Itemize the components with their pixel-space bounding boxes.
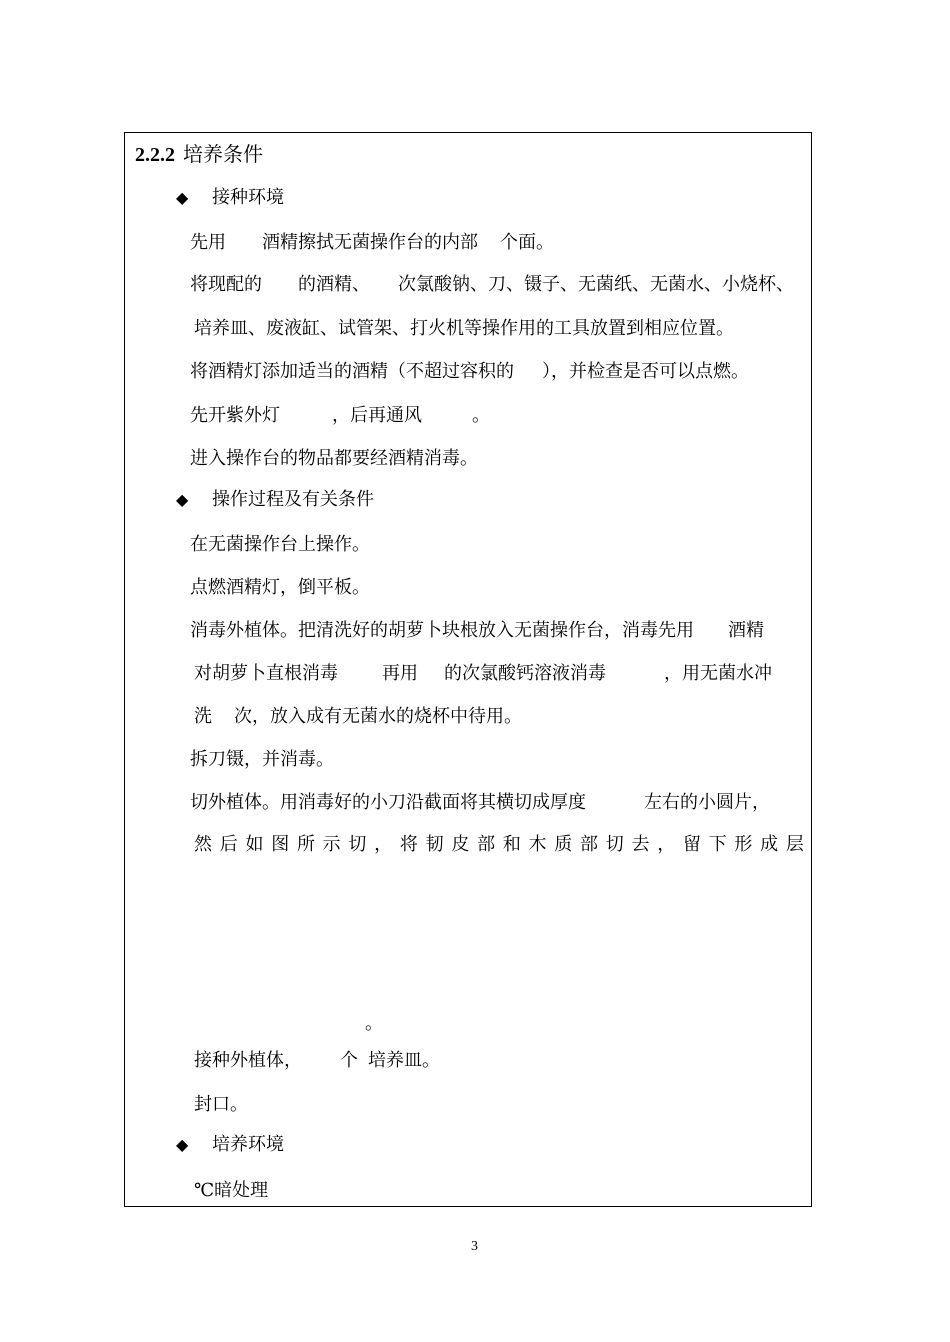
section-heading (135, 143, 263, 166)
line-operation-11: 封口。 (194, 1094, 248, 1115)
line-operation-5: 洗 次，放入成有无菌水的烧杯中待用。 (194, 706, 522, 727)
line-operation-3: 消毒外植体。把清洗好的胡萝卜块根放入无菌操作台，消毒先用 酒精 (190, 620, 764, 641)
bullet-operation-process (176, 489, 374, 511)
line-operation-1: 在无菌操作台上操作。 (190, 534, 370, 555)
line-inoculation-4: 将酒精灯添加适当的酒精（不超过容积的 ），并检查是否可以点燃。 (190, 361, 749, 382)
line-operation-9: 。 (365, 1013, 383, 1034)
culture-environment-title: 培养环境 (212, 1134, 284, 1155)
line-inoculation-6: 进入操作台的物品都要经酒精消毒。 (190, 448, 478, 469)
line-inoculation-3: 培养皿、废液缸、试管架、打火机等操作用的工具放置到相应位置。 (194, 318, 734, 339)
line-inoculation-5: 先开紫外灯 ，后再通风 。 (190, 405, 490, 426)
line-inoculation-1: 先用 酒精擦拭无菌操作台的内部 个面。 (190, 232, 554, 253)
line-operation-6: 拆刀镊，并消毒。 (190, 749, 334, 770)
line-operation-7: 切外植体。用消毒好的小刀沿截面将其横切成厚度 左右的小圆片， (190, 792, 770, 813)
line-inoculation-2: 将现配的 的酒精、 次氯酸钠、刀、镊子、无菌纸、无菌水、小烧杯、 (190, 274, 794, 295)
inoculation-environment-title: 接种环境 (212, 187, 284, 208)
line-culture-1: ℃暗处理 (194, 1180, 269, 1201)
section-number: 2.2.2 (135, 144, 175, 166)
diamond-bullet-icon: ◆ (176, 188, 189, 207)
section-title: 培养条件 (183, 142, 263, 166)
line-operation-8: 然 后 如 图 所 示 切 ， 将 韧 皮 部 和 木 质 部 切 去 ， 留 下 形 成 层 (194, 834, 804, 855)
bullet-inoculation-environment (176, 187, 284, 209)
line-operation-10: 接种外植体， 个 培养皿。 (194, 1050, 440, 1071)
operation-process-title: 操作过程及有关条件 (212, 489, 374, 510)
line-operation-4: 对胡萝卜直根消毒 再用 的次氯酸钙溶液消毒 ，用无菌水冲 (194, 663, 772, 684)
diamond-bullet-icon: ◆ (176, 490, 189, 509)
page-number: 3 (471, 1239, 478, 1254)
bullet-culture-environment (176, 1134, 284, 1156)
line-operation-2: 点燃酒精灯，倒平板。 (190, 577, 370, 598)
diamond-bullet-icon: ◆ (176, 1135, 189, 1154)
